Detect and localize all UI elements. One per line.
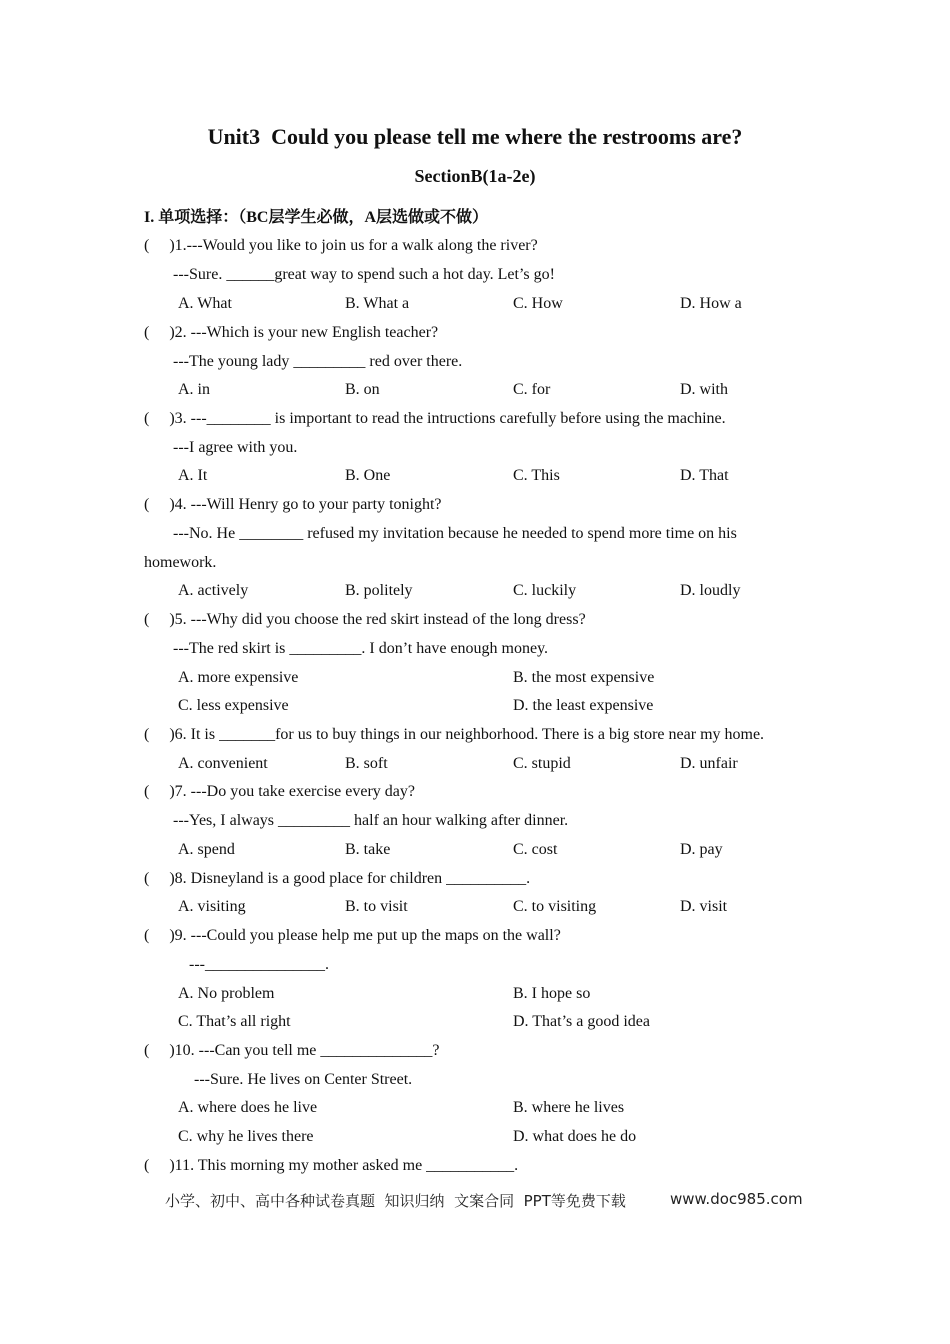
question-10-stem: ( )10. ---Can you tell me ______________?	[144, 1042, 440, 1059]
page-subtitle: SectionB(1a-2e)	[414, 166, 536, 186]
question-8-option-a: A. visiting	[178, 898, 246, 915]
question-2-option-b: B. on	[345, 381, 380, 398]
question-4-option-c: C. luckily	[513, 582, 577, 599]
question-10-option-b: B. where he lives	[513, 1099, 625, 1116]
question-8-option-c: C. to visiting	[513, 898, 597, 915]
question-7-stem: ( )7. ---Do you take exercise every day?	[144, 783, 415, 800]
question-10-option-a: A. where does he live	[178, 1099, 318, 1116]
question-4-stem: ( )4. ---Will Henry go to your party tonight?	[144, 496, 442, 513]
question-8-option-b: B. to visit	[345, 898, 408, 915]
question-3-stem: ( )3. ---________ is important to read the intructions carefully before using the machine.	[144, 410, 726, 427]
question-7-option-a: A. spend	[178, 841, 235, 858]
question-9-stem: ( )9. ---Could you please help me put up the maps on the wall?	[144, 927, 561, 944]
question-3-option-a: A. It	[178, 467, 208, 484]
question-6-option-d: D. unfair	[680, 755, 738, 772]
question-5-response: ---The red skirt is _________. I don’t have enough money.	[173, 640, 549, 657]
question-2-option-d: D. with	[680, 381, 728, 398]
question-6-option-b: B. soft	[345, 755, 388, 772]
question-4-option-b: B. politely	[345, 582, 413, 599]
section-heading: I. 单项选择：（BC层学生必做，A层选做或不做）	[144, 209, 489, 226]
question-7-option-c: C. cost	[513, 841, 558, 858]
footer-text: 小学、初中、高中各种试卷真题 知识归纳 文案合同 PPT等免费下载	[165, 1192, 626, 1210]
question-10-option-c: C. why he lives there	[178, 1128, 314, 1145]
question-9-option-d: D. That’s a good idea	[513, 1013, 651, 1030]
question-9-response: ---_______________.	[189, 956, 329, 973]
question-6-option-a: A. convenient	[178, 755, 268, 772]
question-4-option-a: A. actively	[178, 582, 249, 599]
question-7-response: ---Yes, I always _________ half an hour walking after dinner.	[173, 812, 569, 829]
question-1-stem: ( )1.---Would you like to join us for a walk along the river?	[144, 237, 538, 254]
footer-url[interactable]: www.doc985.com	[670, 1190, 803, 1208]
question-5-option-c: C. less expensive	[178, 697, 289, 714]
question-8-option-d: D. visit	[680, 898, 728, 915]
question-2-stem: ( )2. ---Which is your new English teacher?	[144, 324, 439, 341]
question-7-option-d: D. pay	[680, 841, 723, 858]
question-5-stem: ( )5. ---Why did you choose the red skirt instead of the long dress?	[144, 611, 586, 628]
question-1-option-b: B. What a	[345, 295, 410, 312]
question-9-option-a: A. No problem	[178, 985, 275, 1002]
question-4-option-d: D. loudly	[680, 582, 741, 599]
question-9-option-c: C. That’s all right	[178, 1013, 291, 1030]
question-3-option-c: C. This	[513, 467, 560, 484]
page-title: Unit3 Could you please tell me where the restrooms are?	[207, 124, 743, 149]
question-6-stem: ( )6. It is _______for us to buy things in our neighborhood. There is a big store near my home.	[144, 726, 765, 743]
question-4-response-cont: homework.	[144, 554, 217, 571]
question-1-response: ---Sure. ______great way to spend such a hot day. Let’s go!	[173, 266, 555, 283]
question-5-option-a: A. more expensive	[178, 669, 299, 686]
question-2-option-c: C. for	[513, 381, 551, 398]
question-11-stem: ( )11. This morning my mother asked me ___________.	[144, 1157, 519, 1174]
question-2-option-a: A. in	[178, 381, 210, 398]
question-7-option-b: B. take	[345, 841, 391, 858]
question-2-response: ---The young lady _________ red over there.	[173, 353, 463, 370]
question-9-option-b: B. I hope so	[513, 985, 591, 1002]
question-1-option-a: A. What	[178, 295, 232, 312]
question-6-option-c: C. stupid	[513, 755, 571, 772]
question-3-response: ---I agree with you.	[173, 439, 298, 456]
question-1-option-d: D. How a	[680, 295, 742, 312]
question-5-option-b: B. the most expensive	[513, 669, 655, 686]
question-8-stem: ( )8. Disneyland is a good place for children __________.	[144, 870, 531, 887]
question-10-option-d: D. what does he do	[513, 1128, 637, 1145]
question-5-option-d: D. the least expensive	[513, 697, 654, 714]
question-4-response: ---No. He ________ refused my invitation because he needed to spend more time on his	[173, 525, 737, 542]
question-3-option-d: D. That	[680, 467, 729, 484]
question-10-response: ---Sure. He lives on Center Street.	[194, 1071, 413, 1088]
question-1-option-c: C. How	[513, 295, 563, 312]
question-3-option-b: B. One	[345, 467, 391, 484]
